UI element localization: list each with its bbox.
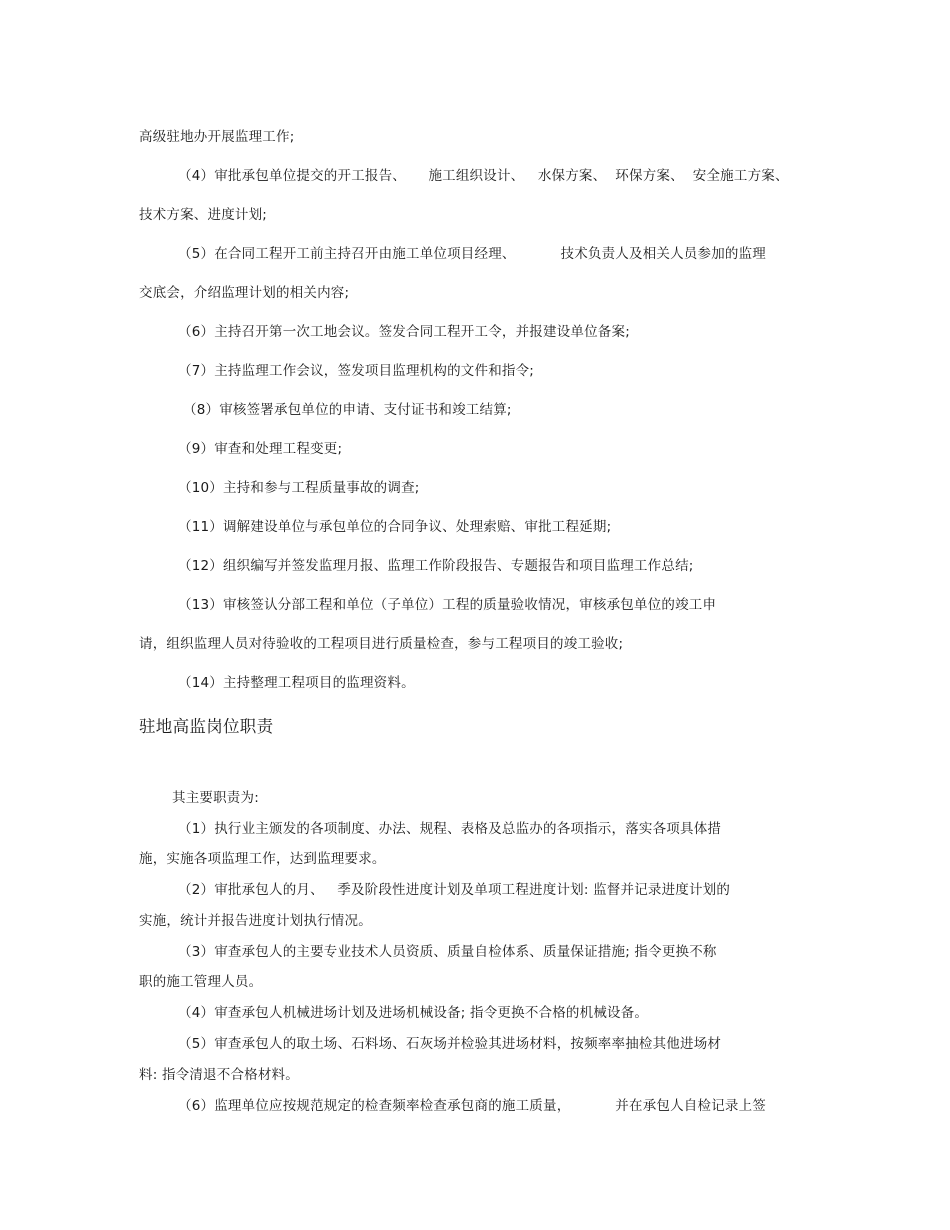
list-item: （11）调解建设单位与承包单位的合同争议、处理索赔、审批工程延期; <box>178 519 612 535</box>
list-item: （6）监理单位应按规范规定的检查频率检查承包商的施工质量， 并在承包人自检记录上签 <box>178 1098 767 1114</box>
list-item: （4）审批承包单位提交的开工报告、 施工组织设计、 水保方案、 环保方案、 安全施工方案、 <box>178 168 789 184</box>
list-item: （5）审查承包人的取土场、石料场、石灰场并检验其进场材料，按频率率抽检其他进场材 <box>178 1036 722 1052</box>
list-item: （3）审查承包人的主要专业技术人员资质、质量自检体系、质量保证措施; 指令更换不称 <box>178 944 717 960</box>
list-item-continuation: 技术方案、进度计划; <box>139 207 268 223</box>
list-item: （10）主持和参与工程质量事故的调查; <box>178 480 420 496</box>
list-item: （7）主持监理工作会议，签发项目监理机构的文件和指令; <box>178 363 535 379</box>
list-item: （12）组织编写并签发监理月报、监理工作阶段报告、专题报告和项目监理工作总结; <box>178 558 694 574</box>
list-item-continuation: 料: 指令清退不合格材料。 <box>139 1067 299 1083</box>
list-item-continuation: 职的施工管理人员。 <box>139 974 263 990</box>
section-heading: 驻地高监岗位职责 <box>139 717 274 736</box>
list-item: （14）主持整理工程项目的监理资料。 <box>178 675 415 691</box>
list-item: （5）在合同工程开工前主持召开由施工单位项目经理、 技术负责人及相关人员参加的监理 <box>178 246 767 262</box>
list-item: （4）审查承包人机械进场计划及进场机械设备; 指令更换不合格的机械设备。 <box>178 1005 649 1021</box>
intro-line: 其主要职责为: <box>172 790 259 806</box>
paragraph-line: 高级驻地办开展监理工作; <box>139 129 295 145</box>
list-item: （9）审查和处理工程变更; <box>178 441 343 457</box>
list-item: （1）执行业主颁发的各项制度、办法、规程、表格及总监办的各项指示，落实各项具体措 <box>178 821 722 837</box>
list-item: （8）审核签署承包单位的申请、支付证书和竣工结算; <box>183 402 512 418</box>
list-item: （2）审批承包人的月、 季及阶段性进度计划及单项工程进度计划: 监督并记录进度计划的 <box>178 882 731 898</box>
list-item-continuation: 交底会，介绍监理计划的相关内容; <box>139 285 350 301</box>
list-item-continuation: 实施，统计并报告进度计划执行情况。 <box>139 913 372 929</box>
list-item-continuation: 施，实施各项监理工作，达到监理要求。 <box>139 851 386 867</box>
list-item: （13）审核签认分部工程和单位（子单位）工程的质量验收情况，审核承包单位的竣工申 <box>178 597 717 613</box>
list-item: （6）主持召开第一次工地会议。签发合同工程开工令，并报建设单位备案; <box>178 324 630 340</box>
list-item-continuation: 请，组织监理人员对待验收的工程项目进行质量检查，参与工程项目的竣工验收; <box>139 636 624 652</box>
